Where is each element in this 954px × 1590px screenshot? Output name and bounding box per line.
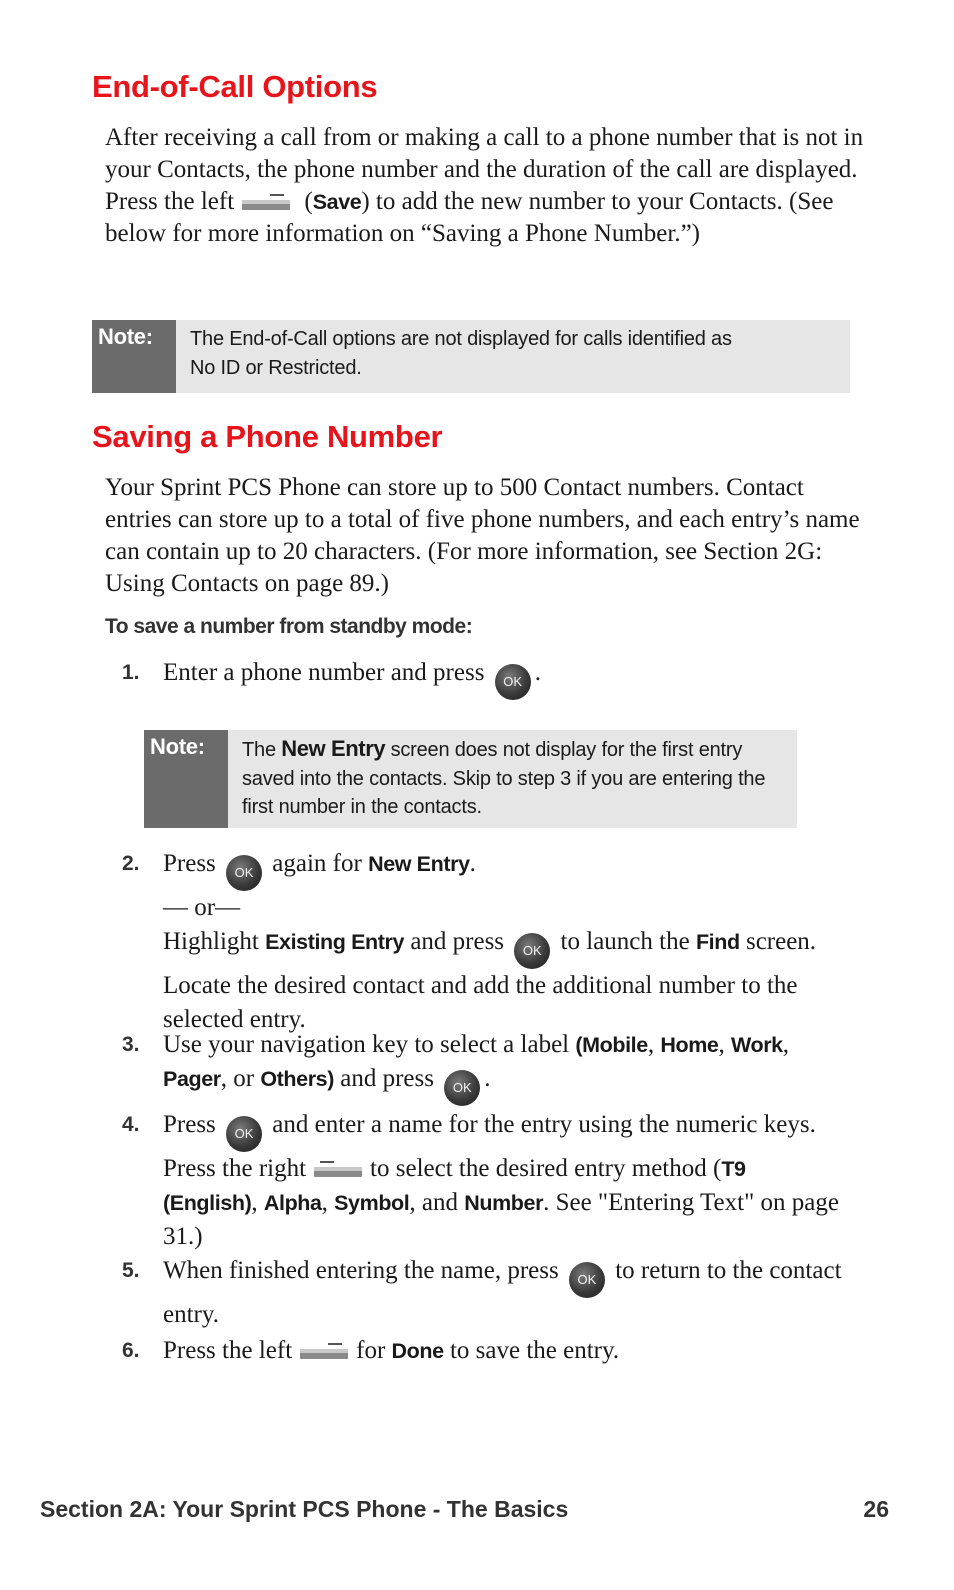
text: , [321,1189,328,1216]
text: Highlight [163,928,259,955]
text: When finished entering the name, press [163,1257,559,1284]
new-entry-label: New Entry [281,736,386,761]
text: , [718,1031,725,1058]
work-label: Work [730,1033,783,1057]
note-label: Note: [144,730,228,828]
text: and press [340,1065,434,1092]
text: to return to the contact entry. [163,1257,842,1328]
text: and enter a name for the entry using the numeric keys. Press the right [163,1111,816,1182]
ok-key-icon: OK [226,1116,262,1152]
step-4 [122,1108,842,1254]
text: to launch the [560,928,690,955]
ok-key-icon: OK [444,1070,480,1106]
text: for [356,1337,386,1364]
text: and press [410,928,505,955]
note-end-of-call [92,320,850,393]
step-5 [122,1254,842,1332]
text: . [534,659,541,686]
done-label: Done [391,1339,444,1363]
step-text [163,847,842,1037]
text: Press the left [163,1337,293,1364]
symbol-label: Symbol [334,1191,410,1215]
home-label: Home [660,1033,719,1057]
save-label: Save [312,190,362,214]
step-number: 2. [122,852,140,875]
note-line [242,735,765,765]
saving-intro-paragraph: Your Sprint PCS Phone can store up to 500 Contact numbers. Contact entries can store up to a total of five phone numbers, and each entry’s name can contain up to 20 characters. (For more information, see Section 2G: Using Contacts on page 89.) [105,474,860,597]
alpha-label: Alpha [263,1191,322,1215]
step-number: 1. [122,661,140,684]
text: . [469,850,476,877]
step-1 [122,656,842,700]
existing-entry-label: Existing Entry [265,930,405,954]
text: , [251,1189,258,1216]
step-number: 5. [122,1259,140,1282]
pager-label: Pager [163,1067,221,1091]
text: , or [220,1065,255,1092]
or-separator: — or— [163,894,241,921]
ok-key-icon: OK [226,855,262,891]
text: Press [163,1111,216,1138]
step-number: 6. [122,1339,140,1362]
text: , [647,1031,655,1058]
text: ( [298,188,313,215]
footer-section-title: Section 2A: Your Sprint PCS Phone - The Basics [40,1496,569,1522]
page-number: 26 [863,1496,889,1522]
subhead-standby-mode: To save a number from standby mode: [105,615,473,638]
softkey-icon [298,1341,350,1361]
note-new-entry [144,730,797,828]
note-text [228,730,775,828]
text: Use your navigation key to select a label [163,1031,570,1058]
mobile-label: (Mobile [575,1033,648,1057]
text: . [484,1065,491,1092]
step-number: 4. [122,1113,140,1136]
new-entry-label: New Entry [368,852,470,876]
step-text [163,1108,842,1254]
ok-key-icon: OK [495,664,531,700]
note-line: first number in the contacts. [242,796,482,818]
softkey-icon [312,1159,364,1179]
step-text [163,1334,842,1368]
text: , and [409,1189,458,1216]
note-line: No ID or Restricted. [190,356,362,379]
text: to select the desired entry method ( [370,1155,722,1182]
number-label: Number [464,1191,544,1215]
text: Enter a phone number and press [163,659,485,686]
text: Press [163,850,216,877]
text: screen. Locate the desired contact and add the additional number to the selected entry. [163,928,817,1033]
step-number: 3. [122,1033,140,1056]
text: again for [272,850,362,877]
softkey-icon [240,192,292,212]
step-line [163,925,842,1037]
step-line [163,847,842,891]
heading-end-of-call-options: End-of-Call Options [92,69,378,104]
find-label: Find [695,930,740,954]
step-text [163,656,842,700]
text: , [782,1031,789,1058]
text: . See "Entering Text" on page 31.) [163,1189,839,1250]
text: screen does not display for the first entry [390,739,743,761]
step-6 [122,1334,842,1368]
text: After receiving a call from or making a call to a phone number that is not in your Contacts, the phone number and the duration of the call are displayed. Press the left [105,124,864,215]
step-text [163,1254,842,1332]
note-text [176,320,742,393]
text: to save the entry. [449,1337,620,1364]
others-label: Others) [260,1067,335,1091]
heading-saving-phone-number: Saving a Phone Number [92,419,443,454]
step-2 [122,847,842,1037]
t9-english-label: T9 (English) [163,1157,746,1215]
note-line: The End-of-Call options are not displayed for calls identified as [190,328,732,350]
end-of-call-paragraph [105,122,875,250]
note-label: Note: [92,320,176,393]
ok-key-icon: OK [514,933,550,969]
ok-key-icon: OK [569,1262,605,1298]
step-3 [122,1028,842,1106]
note-line: saved into the contacts. Skip to step 3 if you are entering the [242,767,766,790]
text: ) to add the new number to your Contacts. (See below for more information on “Saving a Phone Number.”) [105,188,834,247]
step-text [163,1028,842,1106]
text: The [242,739,276,761]
